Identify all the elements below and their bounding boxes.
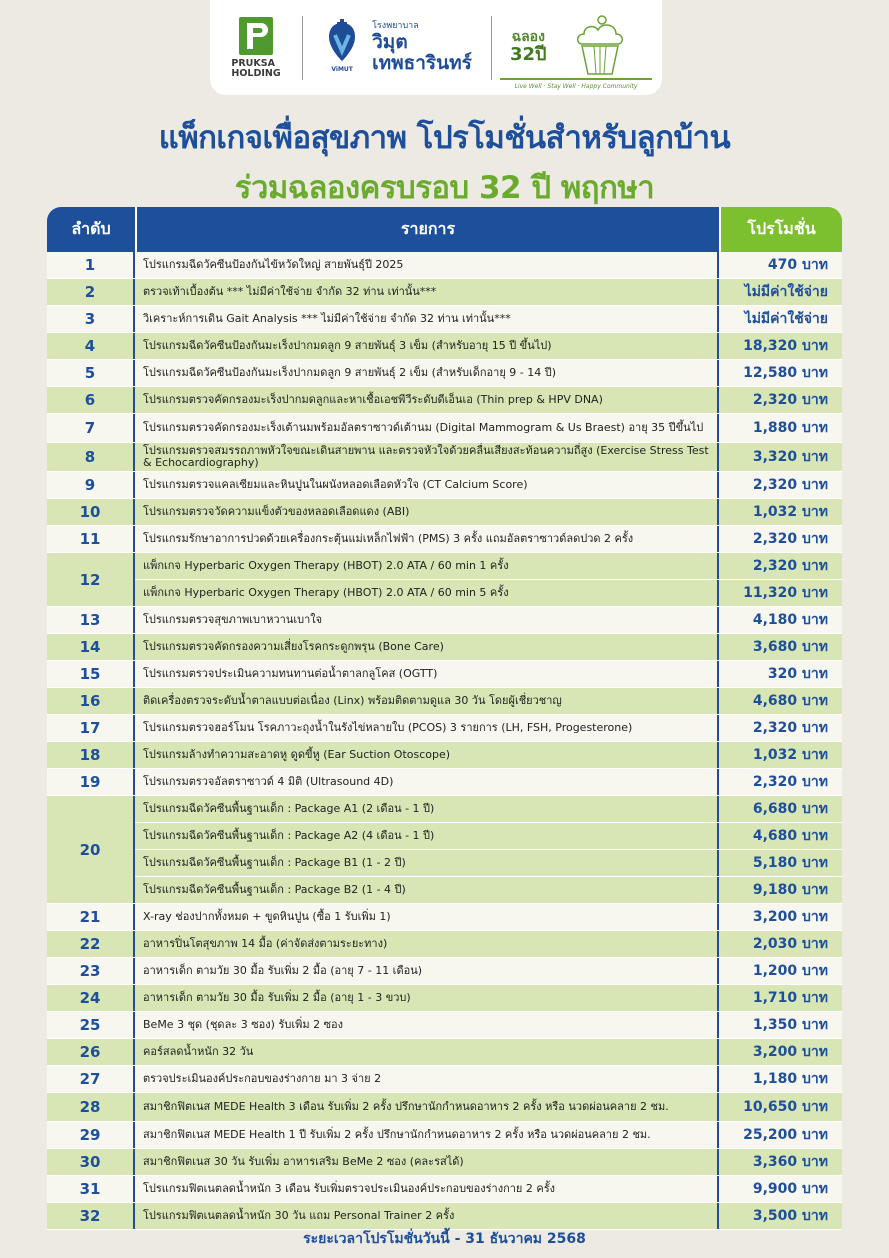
table-line: [135, 252, 842, 278]
table-line: [135, 414, 842, 442]
pruksa-logo: [210, 8, 302, 88]
item-price: 1,032 บาท: [752, 747, 828, 763]
row-number: 12: [47, 553, 135, 606]
table-line: [135, 742, 842, 768]
table-line: [135, 526, 842, 552]
item-description: อาหารเด็ก ตามวัย 30 มื้อ รับเพิ่ม 2 มื้อ (อายุ 7 - 11 เดือน): [135, 958, 719, 984]
table-row: [47, 904, 842, 931]
item-description: โปรแกรมฟิตเนตลดน้ำหนัก 30 วัน แถม Personal Trainer 2 ครั้ง: [135, 1203, 719, 1229]
table-row: [47, 1093, 842, 1122]
header-item: รายการ: [135, 207, 721, 252]
table-line: [135, 796, 842, 822]
row-number: 28: [47, 1093, 135, 1121]
item-price: 3,320 บาท: [752, 449, 828, 465]
table-line: [135, 769, 842, 795]
item-price: 2,320 บาท: [752, 774, 828, 790]
item-price: 1,880 บาท: [752, 420, 828, 436]
table-row: [47, 499, 842, 526]
table-row: [47, 958, 842, 985]
item-description: โปรแกรมตรวจอัลตราซาวด์ 4 มิติ (Ultrasound 4D): [135, 769, 719, 795]
item-description: โปรแกรมตรวจสมรรถภาพหัวใจขณะเดินสายพาน และตรวจหัวใจด้วยคลื่นเสียงสะท้อนความถี่สูง (Exercise Stress Test & Echocardiography): [135, 443, 719, 471]
item-description: โปรแกรมฉีดวัคซีนป้องกันมะเร็งปากมดลูก 9 สายพันธุ์ 2 เข็ม (สำหรับเด็กอายุ 9 - 14 ปี): [135, 360, 719, 386]
item-description: แพ็กเกจ Hyperbaric Oxygen Therapy (HBOT) 2.0 ATA / 60 min 5 ครั้ง: [135, 580, 719, 606]
item-description: สมาชิกฟิตเนส MEDE Health 1 ปี รับเพิ่ม 2 ครั้ง ปรึกษานักกำหนดอาหาร 2 ครั้ง หรือ นวดผ่อนคลาย 2 ชม.: [135, 1122, 719, 1148]
item-description: ตรวจเท้าเบื้องต้น *** ไม่มีค่าใช้จ่าย จำกัด 32 ท่าน เท่านั้น***: [135, 279, 719, 305]
item-description: โปรแกรมตรวจคัดกรองมะเร็งปากมดลูกและหาเชื้อเอชพีวีระดับดีเอ็นเอ (Thin prep & HPV DNA): [135, 387, 719, 413]
row-number: 26: [47, 1039, 135, 1065]
table-line: [135, 387, 842, 413]
logo-bar: [210, 0, 662, 95]
pruksa-name-line2: HOLDING: [231, 67, 281, 79]
table-row: [47, 1039, 842, 1066]
item-description: โปรแกรมตรวจวัดความแข็งตัวของหลอดเลือดแดง (ABI): [135, 499, 719, 525]
header-price: โปรโมชั่น: [721, 207, 842, 252]
item-price: 320 บาท: [767, 666, 828, 682]
table-row: [47, 414, 842, 443]
item-description: โปรแกรมฉีดวัคซีนพื้นฐานเด็ก : Package B1 (1 - 2 ปี): [135, 850, 719, 876]
item-description: โปรแกรมฉีดวัคซีนพื้นฐานเด็ก : Package A1 (2 เดือน - 1 ปี): [135, 796, 719, 822]
item-price: 1,180 บาท: [752, 1071, 828, 1087]
row-number: 6: [47, 387, 135, 413]
table-row: [47, 1012, 842, 1039]
table-row: [47, 553, 842, 607]
table-line: [135, 360, 842, 386]
row-number: 23: [47, 958, 135, 984]
pruksa-name-line1: PRUKSA: [231, 57, 275, 69]
row-number: 13: [47, 607, 135, 633]
table-row: [47, 985, 842, 1012]
vimut-shield-icon: [327, 19, 357, 65]
table-row: [47, 1176, 842, 1203]
page-title: แพ็กเกจเพื่อสุขภาพ โปรโมชั่นสำหรับลูกบ้าน: [158, 120, 731, 156]
table-line: [135, 634, 842, 660]
item-description: คอร์สลดน้ำหนัก 32 วัน: [135, 1039, 719, 1065]
row-number: 22: [47, 931, 135, 957]
item-description: โปรแกรมฉีดวัคซีนป้องกันไข้หวัดใหญ่ สายพันธุ์ปี 2025: [135, 252, 719, 278]
row-number: 8: [47, 443, 135, 471]
item-price: 3,360 บาท: [752, 1154, 828, 1170]
table-line: [135, 1122, 842, 1148]
table-line: [135, 688, 842, 714]
row-number: 7: [47, 414, 135, 442]
table-line: [135, 1093, 842, 1121]
table-line: [135, 553, 842, 579]
table-row: [47, 796, 842, 904]
header-no: ลำดับ: [47, 207, 135, 252]
item-price: 10,650 บาท: [743, 1099, 828, 1115]
table-row: [47, 333, 842, 360]
item-price: 4,680 บาท: [752, 828, 828, 844]
vimut-name-2: เทพธารินทร์: [372, 52, 472, 74]
item-description: วิเคราะห์การเดิน Gait Analysis *** ไม่มีค่าใช้จ่าย จำกัด 32 ท่าน เท่านั้น***: [135, 306, 719, 332]
item-price: 2,320 บาท: [752, 558, 828, 574]
vimut-mark: [322, 19, 362, 77]
item-price: 3,200 บาท: [752, 909, 828, 925]
item-price: 3,500 บาท: [752, 1208, 828, 1224]
page-subtitle: ร่วมฉลองครบรอบ 32 ปี พฤกษา: [234, 170, 655, 206]
table-row: [47, 1203, 842, 1230]
row-number: 1: [47, 252, 135, 278]
row-number: 25: [47, 1012, 135, 1038]
row-number: 5: [47, 360, 135, 386]
table-row: [47, 360, 842, 387]
row-number: 24: [47, 985, 135, 1011]
row-number: 27: [47, 1066, 135, 1092]
table-line: [135, 1012, 842, 1038]
row-number: 4: [47, 333, 135, 359]
item-description: สมาชิกฟิตเนส 30 วัน รับเพิ่ม อาหารเสริม BeMe 2 ซอง (คละรสได้): [135, 1149, 719, 1175]
item-description: โปรแกรมล้างทำความสะอาดหู ดูดขี้หู (Ear Suction Otoscope): [135, 742, 719, 768]
pruksa-logo-icon: [239, 17, 273, 55]
table-line: [135, 876, 842, 903]
table-row: [47, 443, 842, 472]
item-price: 3,200 บาท: [752, 1044, 828, 1060]
table-line: [135, 499, 842, 525]
item-price: 1,350 บาท: [752, 1017, 828, 1033]
item-description: โปรแกรมรักษาอาการปวดด้วยเครื่องกระตุ้นแม่เหล็กไฟฟ้า (PMS) 3 ครั้ง แถมอัลตราซาวด์ลดปวด 2 ครั้ง: [135, 526, 719, 552]
item-price: ไม่มีค่าใช้จ่าย: [744, 311, 828, 327]
table-row: [47, 688, 842, 715]
item-price: 470 บาท: [767, 257, 828, 273]
item-price: 1,200 บาท: [752, 963, 828, 979]
table-line: [135, 904, 842, 930]
row-number: 17: [47, 715, 135, 741]
row-number: 14: [47, 634, 135, 660]
anniversary-number: 32ปี: [510, 43, 547, 65]
item-price: 5,180 บาท: [752, 855, 828, 871]
promotion-period: ระยะเวลาโปรโมชั่นวันนี้ - 31 ธันวาคม 2568: [303, 1231, 586, 1247]
item-price: 12,580 บาท: [743, 365, 828, 381]
table-line: [135, 1066, 842, 1092]
item-description: โปรแกรมตรวจประเมินความทนทานต่อน้ำตาลกลูโคส (OGTT): [135, 661, 719, 687]
item-description: X-ray ช่องปากทั้งหมด + ขูดหินปูน (ซื้อ 1 รับเพิ่ม 1): [135, 904, 719, 930]
anniversary-underline: [500, 78, 652, 80]
item-price: 3,680 บาท: [752, 639, 828, 655]
row-number: 18: [47, 742, 135, 768]
item-description: BeMe 3 ชุด (ชุดละ 3 ซอง) รับเพิ่ม 2 ซอง: [135, 1012, 719, 1038]
item-description: โปรแกรมตรวจสุขภาพเบาหวานเบาใจ: [135, 607, 719, 633]
table-row: [47, 931, 842, 958]
row-number: 19: [47, 769, 135, 795]
row-number: 10: [47, 499, 135, 525]
item-price: 18,320 บาท: [743, 338, 828, 354]
table-line: [135, 985, 842, 1011]
item-description: โปรแกรมตรวจคัดกรองความเสี่ยงโรคกระดูกพรุน (Bone Care): [135, 634, 719, 660]
item-description: โปรแกรมตรวจคัดกรองมะเร็งเต้านมพร้อมอัลตราซาวด์เต้านม (Digital Mammogram & Us Braest) อายุ 35 ปีขึ้นไป: [135, 414, 719, 442]
table-line: [135, 822, 842, 849]
item-description: โปรแกรมตรวจฮอร์โมน โรคภาวะถุงน้ำในรังไข่หลายใบ (PCOS) 3 รายการ (LH, FSH, Progesterone): [135, 715, 719, 741]
table-row: [47, 1066, 842, 1093]
row-number: 2: [47, 279, 135, 305]
table-line: [135, 958, 842, 984]
item-price: 2,320 บาท: [752, 392, 828, 408]
table-row: [47, 769, 842, 796]
table-line: [135, 607, 842, 633]
item-description: ติดเครื่องตรวจระดับน้ำตาลแบบต่อเนื่อง (Linx) พร้อมติดตามดูแล 30 วัน โดยผู้เชี่ยวชาญ: [135, 688, 719, 714]
table-row: [47, 526, 842, 553]
item-price: 6,680 บาท: [752, 801, 828, 817]
table-line: [135, 849, 842, 876]
table-row: [47, 252, 842, 279]
item-price: 2,320 บาท: [752, 531, 828, 547]
table-line: [135, 931, 842, 957]
item-description: สมาชิกฟิตเนส MEDE Health 3 เดือน รับเพิ่ม 2 ครั้ง ปรึกษานักกำหนดอาหาร 2 ครั้ง หรือ นวดผ่อนคลาย 2 ชม.: [135, 1093, 719, 1121]
vimut-mark-text: ViMUT: [331, 65, 353, 73]
table-line: [135, 443, 842, 471]
item-price: 2,030 บาท: [752, 936, 828, 952]
row-number: 15: [47, 661, 135, 687]
anniversary-label: ฉลอง: [511, 28, 545, 45]
row-number: 21: [47, 904, 135, 930]
row-number: 11: [47, 526, 135, 552]
item-description: แพ็กเกจ Hyperbaric Oxygen Therapy (HBOT) 2.0 ATA / 60 min 1 ครั้ง: [135, 553, 719, 579]
item-description: โปรแกรมฉีดวัคซีนพื้นฐานเด็ก : Package A2 (4 เดือน - 1 ปี): [135, 823, 719, 849]
table-line: [135, 1039, 842, 1065]
cupcake-icon: [572, 14, 628, 80]
item-description: โปรแกรมฉีดวัคซีนพื้นฐานเด็ก : Package B2 (1 - 4 ปี): [135, 877, 719, 903]
table-row: [47, 306, 842, 333]
table-row: [47, 607, 842, 634]
item-price: 1,032 บาท: [752, 504, 828, 520]
table-row: [47, 472, 842, 499]
item-description: โปรแกรมฟิตเนตลดน้ำหนัก 3 เดือน รับเพิ่มตรวจประเมินองค์ประกอบของร่างกาย 2 ครั้ง: [135, 1176, 719, 1202]
row-number: 3: [47, 306, 135, 332]
item-description: โปรแกรมฉีดวัคซีนป้องกันมะเร็งปากมดลูก 9 สายพันธุ์ 3 เข็ม (สำหรับอายุ 15 ปี ขึ้นไป): [135, 333, 719, 359]
promotion-table: [47, 207, 842, 1230]
table-line: [135, 472, 842, 498]
item-price: 11,320 บาท: [743, 585, 828, 601]
vimut-name: วิมุต: [372, 31, 408, 53]
item-description: อาหารปิ่นโตสุขภาพ 14 มื้อ (ค่าจัดส่งตามระยะทาง): [135, 931, 719, 957]
anniversary-logo: [492, 8, 660, 88]
item-description: ตรวจประเมินองค์ประกอบของร่างกาย มา 3 จ่าย 2: [135, 1066, 719, 1092]
table-line: [135, 279, 842, 305]
row-number: 30: [47, 1149, 135, 1175]
table-line: [135, 1149, 842, 1175]
table-header: [47, 207, 842, 252]
table-line: [135, 306, 842, 332]
item-description: อาหารเด็ก ตามวัย 30 มื้อ รับเพิ่ม 2 มื้อ (อายุ 1 - 3 ขวบ): [135, 985, 719, 1011]
table-body: [47, 252, 842, 1230]
vimut-subtitle: โรงพยาบาล: [372, 21, 419, 31]
item-price: 9,900 บาท: [752, 1181, 828, 1197]
table-row: [47, 387, 842, 414]
table-row: [47, 742, 842, 769]
vimut-logo: [303, 8, 491, 88]
table-row: [47, 1149, 842, 1176]
row-number: 16: [47, 688, 135, 714]
item-price: 4,680 บาท: [752, 693, 828, 709]
row-number: 32: [47, 1203, 135, 1229]
table-line: [135, 333, 842, 359]
item-price: 9,180 บาท: [752, 882, 828, 898]
table-line: [135, 661, 842, 687]
item-price: 1,710 บาท: [752, 990, 828, 1006]
table-line: [135, 715, 842, 741]
row-number: 9: [47, 472, 135, 498]
item-price: ไม่มีค่าใช้จ่าย: [744, 284, 828, 300]
table-row: [47, 279, 842, 306]
table-row: [47, 661, 842, 688]
row-number: 31: [47, 1176, 135, 1202]
anniversary-tagline: Live Well · Stay Well · Happy Community: [514, 82, 638, 90]
table-row: [47, 634, 842, 661]
table-line: [135, 579, 842, 606]
item-price: 4,180 บาท: [752, 612, 828, 628]
item-price: 2,320 บาท: [752, 477, 828, 493]
row-number: 29: [47, 1122, 135, 1148]
item-price: 2,320 บาท: [752, 720, 828, 736]
item-price: 25,200 บาท: [743, 1127, 828, 1143]
table-line: [135, 1176, 842, 1202]
table-row: [47, 715, 842, 742]
table-line: [135, 1203, 842, 1229]
row-number: 20: [47, 796, 135, 903]
item-description: โปรแกรมตรวจแคลเซียมและหินปูนในผนังหลอดเลือดหัวใจ (CT Calcium Score): [135, 472, 719, 498]
table-row: [47, 1122, 842, 1149]
